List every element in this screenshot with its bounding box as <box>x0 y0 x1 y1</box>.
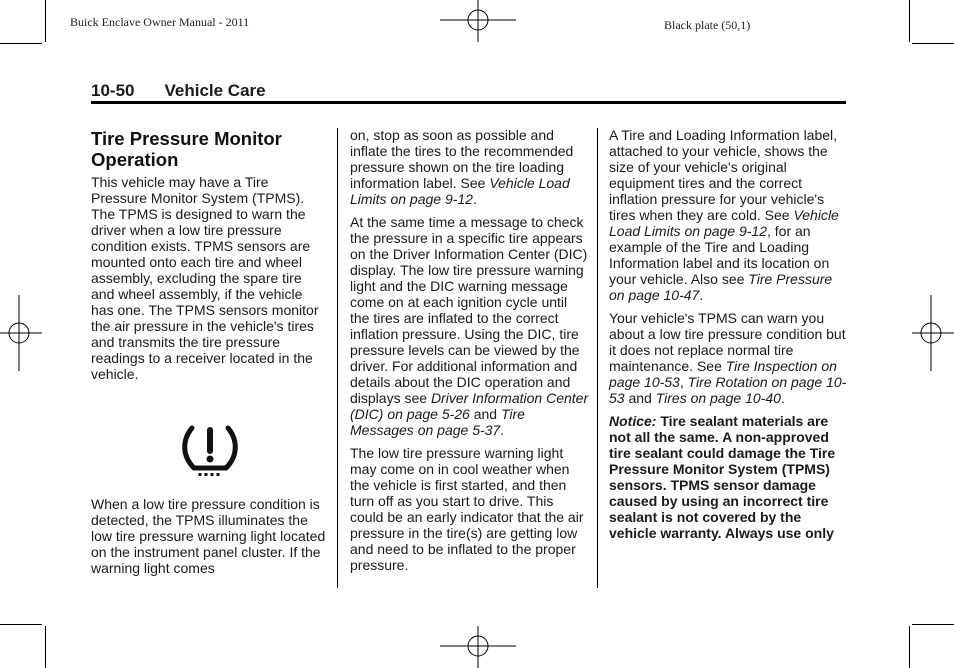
crop-mark <box>45 626 46 668</box>
manual-title: Buick Enclave Owner Manual - 2011 <box>70 15 250 29</box>
registration-mark-bottom <box>440 626 516 668</box>
text: , <box>679 374 688 390</box>
cross-reference: Vehicle Load Limits on page 9-12 <box>350 175 570 207</box>
text: on, stop as soon as possible and inflate the tires to the recommended pressure shown on the tire loading information label. See <box>350 127 574 191</box>
registration-mark-left <box>0 295 42 371</box>
paragraph <box>350 214 590 438</box>
text: Your vehicle's TPMS can warn you about a low tire pressure condition but it does not replace normal tire maintenance. See <box>609 310 846 374</box>
notice-text: Tire sealant materials are not all the same. A non-approved tire sealant could damage the Tire Pressure Monitor System (TPMS) sensors. TPMS sensor damage caused by using an incorrect tire sealant is not covered by the vehicle warranty. Always use only <box>609 413 836 541</box>
text: At the same time a message to check the pressure in a specific tire appears on the Driver Information Center (DIC) display. The low tire pressure warning light and the DIC warning message come on at each ignition cycle until the tires are inflated to the correct inflation pressure. Using the DIC, tire pressure levels can be viewed by the driver. For additional information and details about the DIC operation and displays see <box>350 214 588 406</box>
crop-mark <box>45 0 46 42</box>
notice-paragraph <box>609 413 849 541</box>
column-1 <box>91 128 326 389</box>
cross-reference: Tire Messages on page 5-37 <box>350 406 525 438</box>
text: . <box>699 287 704 303</box>
cross-reference: Tires on page 10-40 <box>655 390 781 406</box>
text: and <box>624 390 656 406</box>
crop-mark <box>912 624 954 625</box>
crop-mark <box>0 624 42 625</box>
paragraph: The low tire pressure warning light may come on in cool weather when the vehicle is first started, and then turn off as you start to drive. This could be an early indicator that the air pressure in the tire(s) are getting low and need to be inflated to the proper pressure. <box>350 445 584 573</box>
paragraph <box>350 127 590 207</box>
cross-reference: Driver Information Center (DIC) on page 5-26 <box>350 390 589 422</box>
section-heading <box>91 81 266 101</box>
crop-mark <box>912 43 954 44</box>
cross-reference: Tire Inspection on page 10-53 <box>609 358 837 390</box>
page-number: 10-50 <box>91 81 135 100</box>
text: A Tire and Loading Information label, attached to your vehicle, shows the size of your vehicle's original equipment tires and the correct inflation pressure for your vehicle's tires when they are cold. See <box>609 127 838 223</box>
text: . <box>500 422 505 438</box>
heading-rule <box>91 101 846 104</box>
column-divider <box>597 128 598 588</box>
cross-reference: Tire Pressure on page 10-47 <box>609 271 833 303</box>
column-3 <box>609 127 849 548</box>
text: . <box>780 390 785 406</box>
cross-reference: Tire Rotation on page 10-53 <box>609 374 847 406</box>
paragraph: This vehicle may have a Tire Pressure Monitor System (TPMS). The TPMS is designed to warn the driver when a low tire pressure condition exists. TPMS sensors are mounted onto each tire and wheel assembly, excluding the spare tire and wheel assembly, if the vehicle has one. The TPMS sensors monitor the air pressure in the vehicle's tires and transmits the tire pressure readings to a receiver located in the vehicle. <box>91 174 319 382</box>
text: and <box>469 406 501 422</box>
notice-label: Notice: <box>609 413 657 429</box>
text: . <box>472 191 477 207</box>
crop-mark <box>909 626 910 668</box>
cross-reference: Vehicle Load Limits on page 9-12 <box>609 207 839 239</box>
crop-mark <box>0 43 42 44</box>
paragraph <box>609 310 849 406</box>
registration-mark-right <box>912 295 954 371</box>
tire-pressure-warning-icon <box>180 418 240 478</box>
column-divider <box>337 128 338 588</box>
crop-mark <box>909 0 910 42</box>
column-2 <box>350 127 590 580</box>
plate-label: Black plate (50,1) <box>664 18 751 32</box>
article-title: Tire Pressure Monitor Operation <box>91 128 282 170</box>
column-1-lower <box>91 496 326 583</box>
registration-mark-top <box>440 0 516 42</box>
section-name: Vehicle Care <box>164 81 266 100</box>
text: , for an example of the Tire and Loading Information label and its location on your vehicle. Also see <box>609 223 830 287</box>
paragraph <box>609 127 849 303</box>
paragraph: When a low tire pressure condition is detected, the TPMS illuminates the low tire pressure warning light located on the instrument panel cluster. If the warning light comes <box>91 496 326 576</box>
